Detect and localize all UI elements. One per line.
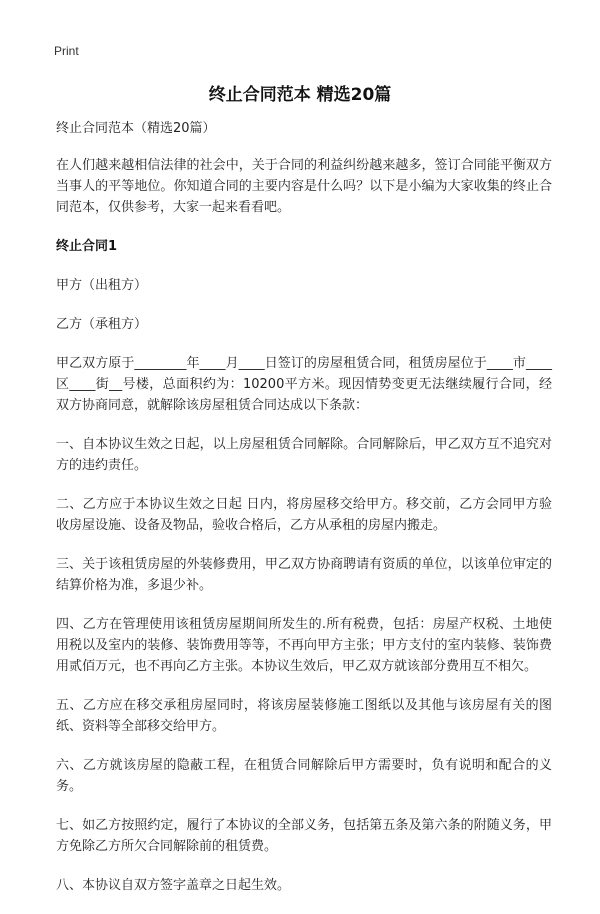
clause-5: 五、乙方应在移交承租房屋同时，将该房屋装修施工图纸以及其他与该房屋有关的图纸、资料等全部移交给甲方。 <box>56 698 552 734</box>
clause-2: 二、乙方应于本协议生效之日起 日内，将房屋移交给甲方。移交前，乙方会同甲方验收房屋设施、设备及物品，验收合格后，乙方从承租的房屋内搬走。 <box>56 497 552 533</box>
party-b: 乙方（承租方） <box>56 317 148 332</box>
clause-4: 四、乙方在管理使用该租赁房屋期间所发生的.所有税费，包括：房屋产权税、土地使用税以及室内的装修、装饰费用等等，不再向甲方主张；甲方支付的室内装修、装饰费用贰佰万元，也不再向乙方主张。本协议生效后，甲乙双方就该部分费用互不相欠。 <box>56 617 552 674</box>
clause-6: 六、乙方就该房屋的隐蔽工程，在租赁合同解除后甲方需要时，负有说明和配合的义务。 <box>56 758 552 794</box>
document-subtitle: 终止合同范本（精选20篇） <box>56 121 216 136</box>
section-heading: 终止合同1 <box>56 239 118 254</box>
clause-7: 七、如乙方按照约定，履行了本协议的全部义务，包括第五条及第六条的附随义务，甲方免除乙方所欠合同解除前的租赁费。 <box>56 818 552 854</box>
document-body <box>56 118 552 914</box>
clause-1: 一、自本协议生效之日起，以上房屋租赁合同解除。合同解除后，甲乙双方互不追究对方的违约责任。 <box>56 437 552 473</box>
clause-3: 三、关于该租赁房屋的外装修费用，甲乙双方协商聘请有资质的单位，以该单位审定的结算价格为准，多退少补。 <box>56 557 552 593</box>
clause-8: 八、本协议自双方签字盖章之日起生效。 <box>56 878 291 893</box>
document-title: 终止合同范本 精选20篇 <box>208 85 392 105</box>
intro-paragraph: 在人们越来越相信法律的社会中，关于合同的利益纠纷越来越多，签订合同能平衡双方当事人的平等地位。你知道合同的主要内容是什么吗？以下是小编为大家收集的终止合同范本，仅供参考，大家一起来看看吧。 <box>56 158 552 215</box>
party-a: 甲方（出租方） <box>56 278 148 293</box>
print-link[interactable]: Print <box>54 44 79 58</box>
opening-paragraph: 甲乙双方原于________年____月____日签订的房屋租赁合同，租赁房屋位于____市____区____街__号楼，总面积约为：10200平方米。现因情势变更无法继续履行合同，经双方协商同意，就解除该房屋租赁合同达成以下条款： <box>56 356 552 413</box>
